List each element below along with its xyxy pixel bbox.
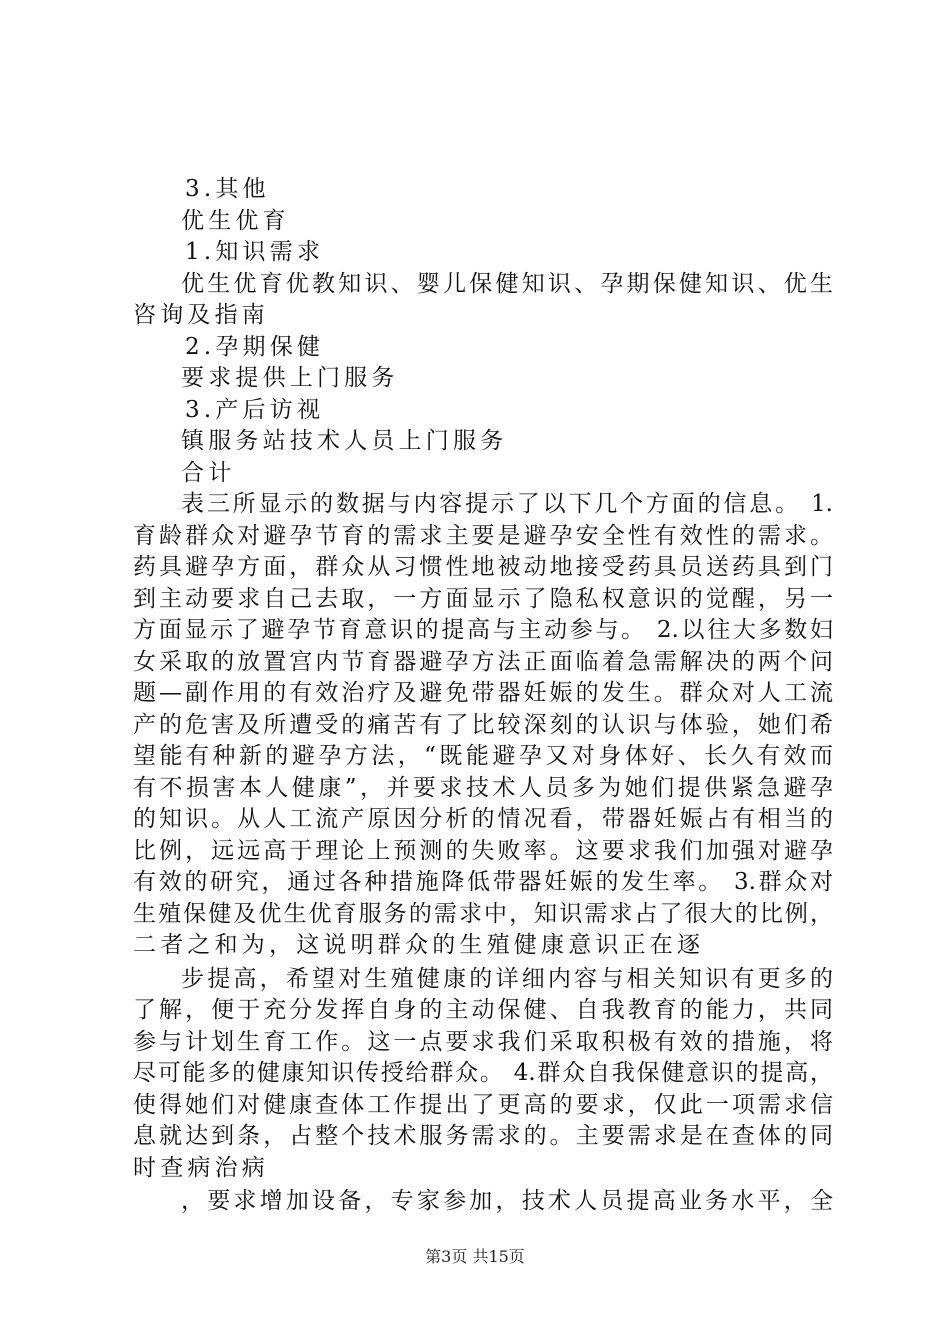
paragraph-line: 方面显示了避孕节育意识的提高与主动参与。 2.以往大多数妇 xyxy=(133,617,833,643)
paragraph-line: 二者之和为，这说明群众的生殖健康意识正在逐 xyxy=(133,932,705,958)
item-heading: 2.孕期保健 xyxy=(185,333,325,360)
paragraph-line: 女采取的放置宫内节育器避孕方法正面临着急需解决的两个问 xyxy=(133,648,833,675)
paragraph-line: 望能有种新的避孕方法，“既能避孕又对身体好、长久有效而 xyxy=(133,743,833,769)
paragraph-line: 有效的研究，通过各种措施降低带器妊娠的发生率。 3.群众对 xyxy=(133,869,833,895)
paragraph-line: 的知识。从人工流产原因分析的情况看，带器妊娠占有相当的 xyxy=(133,806,833,832)
paragraph-line: 参与计划生育工作。这一点要求我们采取积极有效的措施，将 xyxy=(133,1028,833,1055)
paragraph-line: 有不损害本人健康”，并要求技术人员多为她们提供紧急避孕 xyxy=(133,774,833,801)
paragraph-line: 表三所显示的数据与内容提示了以下几个方面的信息。 1. xyxy=(181,491,833,517)
paragraph-line: 到主动要求自己去取，一方面显示了隐私权意识的觉醒，另一 xyxy=(133,585,833,612)
paragraph-line: 题—副作用的有效治疗及避免带器妊娠的发生。群众对人工流 xyxy=(133,680,833,706)
total-label: 合计 xyxy=(181,459,236,486)
paragraph-line: 育龄群众对避孕节育的需求主要是避孕安全性有效性的需求。 xyxy=(133,522,833,549)
document-body xyxy=(133,174,833,1218)
paragraph-line: 比例，远远高于理论上预测的失败率。这要求我们加强对避孕 xyxy=(133,837,833,864)
paragraph-line: ，要求增加设备，专家参加，技术人员提高业务水平，全 xyxy=(181,1188,833,1214)
paragraph-line: 了解，便于充分发挥自身的主动保健、自我教育的能力，共同 xyxy=(133,997,833,1023)
paragraph-line: 镇服务站技术人员上门服务 xyxy=(181,428,508,454)
paragraph-line: 尽可能多的健康知识传授给群众。 4.群众自我保健意识的提高， xyxy=(133,1060,833,1086)
paragraph-line: 步提高，希望对生殖健康的详细内容与相关知识有更多的 xyxy=(181,965,833,992)
paragraph-line: 药具避孕方面，群众从习惯性地被动地接受药具员送药具到门 xyxy=(133,554,833,580)
paragraph-line: 优生优育优教知识、婴儿保健知识、孕期保健知识、优生 xyxy=(181,270,833,297)
item-heading: 3.产后访视 xyxy=(185,396,325,423)
paragraph-line: 使得她们对健康查体工作提出了更高的要求，仅此一项需求信 xyxy=(133,1091,833,1118)
item-heading: 1.知识需求 xyxy=(185,239,325,265)
paragraph-line: 时查病治病 xyxy=(133,1154,269,1181)
section-title: 优生优育 xyxy=(181,207,290,234)
paragraph-line: 产的危害及所遭受的痛苦有了比较深刻的认识与体验，她们希 xyxy=(133,711,833,738)
paragraph-line: 咨询及指南 xyxy=(133,302,269,328)
heading-other: 3.其他 xyxy=(185,176,270,202)
paragraph-line: 生殖保健及优生优育服务的需求中，知识需求占了很大的比例， xyxy=(133,900,833,927)
paragraph-line: 要求提供上门服务 xyxy=(181,365,399,391)
paragraph-line: 息就达到条，占整个技术服务需求的。主要需求是在查体的同 xyxy=(133,1123,833,1149)
page-number-footer: 第3页 共15页 xyxy=(425,1247,525,1266)
